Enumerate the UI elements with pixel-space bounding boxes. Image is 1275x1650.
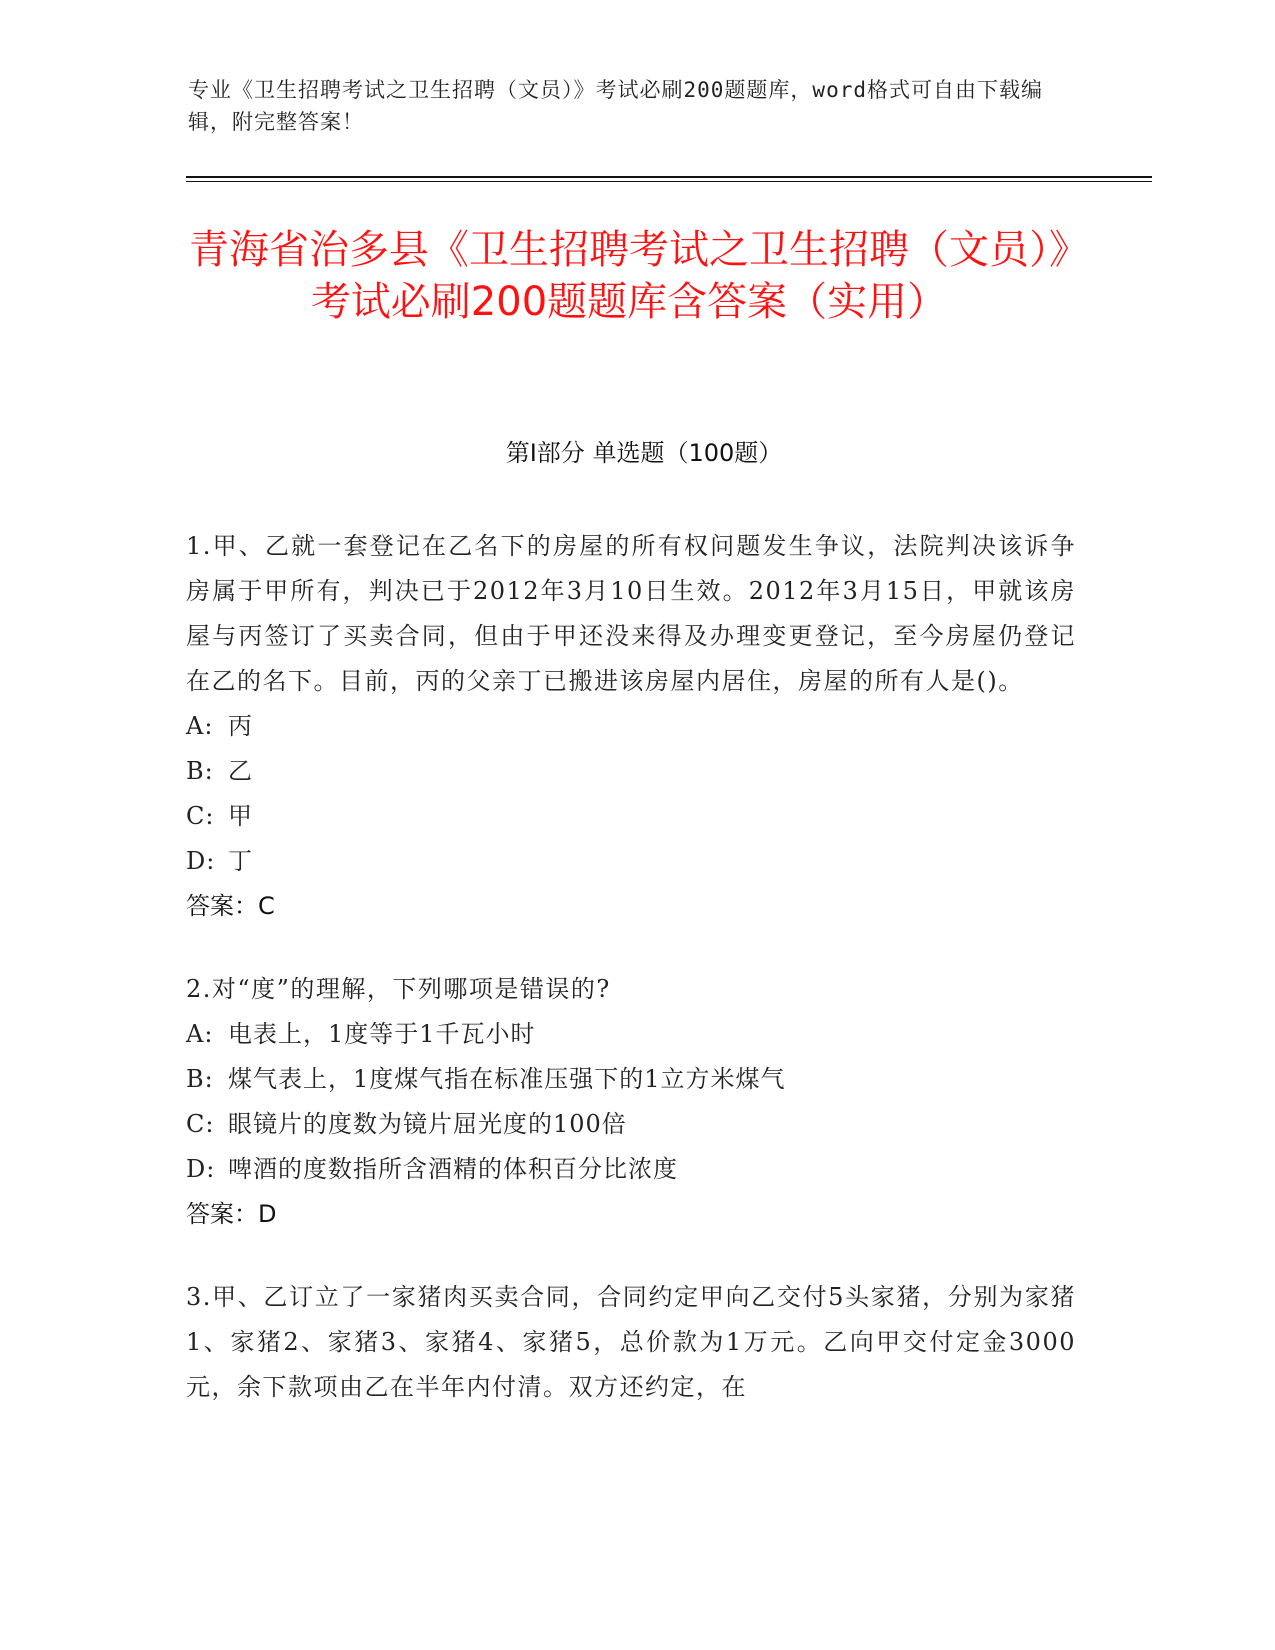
option-key: A: — [186, 712, 214, 740]
option-text: 乙 — [228, 757, 253, 785]
option-c — [186, 1102, 1076, 1147]
option-a — [186, 704, 1076, 749]
question-stem: 2.对“度”的理解，下列哪项是错误的? — [186, 975, 611, 1003]
section-title: 第Ⅰ部分 单选题（100题） — [505, 439, 783, 467]
option-text: 丙 — [228, 712, 253, 740]
option-text: 甲 — [228, 802, 253, 830]
question-2 — [186, 967, 1076, 1237]
option-key: C: — [186, 1110, 215, 1138]
option-text: 煤气表上，1度煤气指在标准压强下的1立方米煤气 — [228, 1065, 786, 1093]
option-d — [186, 839, 1076, 884]
option-c — [186, 794, 1076, 839]
document-title: 青海省治多县《卫生招聘考试之卫生招聘（文员）》考试必刷200题题库含答案（实用） — [189, 227, 1069, 325]
question-1 — [186, 524, 1076, 929]
option-key: C: — [186, 802, 215, 830]
header-note: 专业《卫生招聘考试之卫生招聘（文员）》考试必刷200题题库，word格式可自由下载编辑，附完整答案！ — [188, 78, 1043, 134]
option-key: D: — [186, 1155, 216, 1183]
option-key: B: — [186, 1065, 214, 1093]
option-text: 电表上，1度等于1千瓦小时 — [228, 1020, 536, 1048]
header-divider-thin — [186, 181, 1152, 182]
question-3 — [186, 1275, 1076, 1410]
option-text: 眼镜片的度数为镜片屈光度的100倍 — [228, 1110, 627, 1138]
option-key: D: — [186, 847, 216, 875]
answer-line: 答案：C — [186, 892, 275, 920]
question-stem: 1.甲、乙就一套登记在乙名下的房屋的所有权问题发生争议，法院判决该诉争房属于甲所有，判决已于2012年3月10日生效。2012年3月15日，甲就该房屋与丙签订了买卖合同，但由于甲还没来得及办理变更登记，至今房屋仍登记在乙的名下。目前，丙的父亲丁已搬进该房屋内居住，房屋的所有人是()。 — [186, 532, 1076, 695]
header-divider-thick — [186, 176, 1152, 178]
option-d — [186, 1147, 1076, 1192]
option-text: 啤酒的度数指所含酒精的体积百分比浓度 — [228, 1155, 678, 1183]
answer-line: 答案：D — [186, 1200, 277, 1228]
option-key: A: — [186, 1020, 214, 1048]
question-list — [186, 524, 1076, 1448]
option-key: B: — [186, 757, 214, 785]
option-a — [186, 1012, 1076, 1057]
option-text: 丁 — [228, 847, 253, 875]
option-b — [186, 749, 1076, 794]
question-stem: 3.甲、乙订立了一家猪肉买卖合同，合同约定甲向乙交付5头家猪，分别为家猪1、家猪2、家猪3、家猪4、家猪5，总价款为1万元。乙向甲交付定金3000元，余下款项由乙在半年内付清。双方还约定，在 — [186, 1283, 1076, 1401]
option-b — [186, 1057, 1076, 1102]
